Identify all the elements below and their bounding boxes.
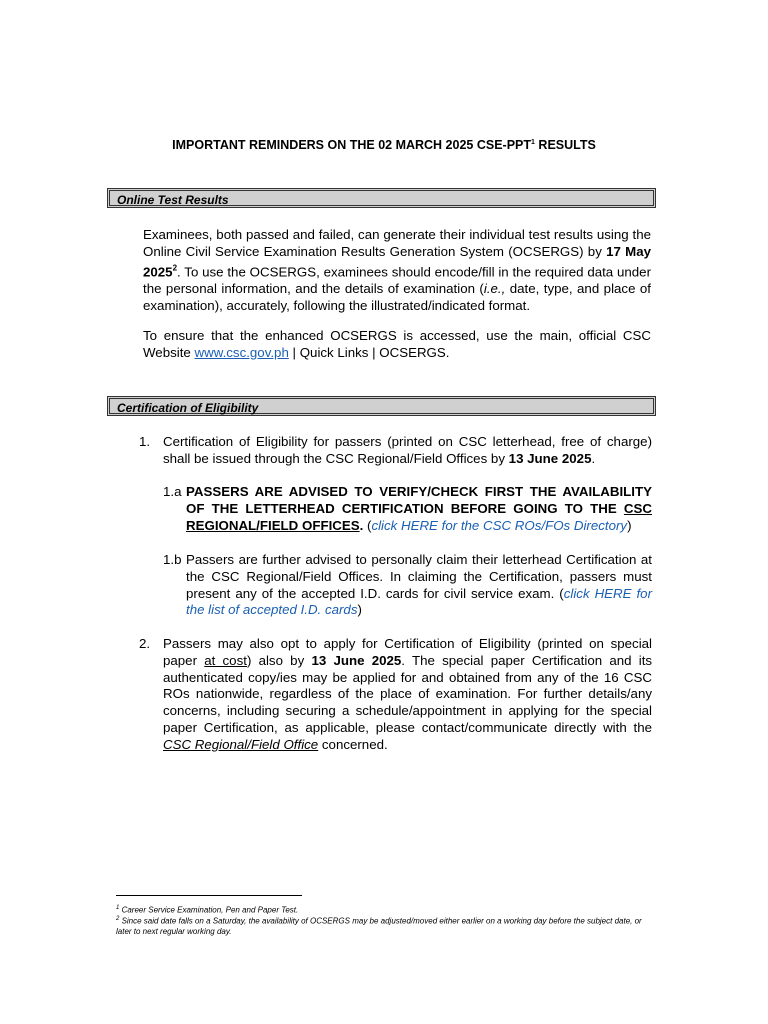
text-run: ) bbox=[627, 517, 632, 533]
text-run: ( bbox=[363, 517, 372, 533]
list-number-1a: 1.a bbox=[163, 484, 182, 499]
text-run-italic: i.e., bbox=[483, 280, 506, 296]
text-run: concerned. bbox=[318, 736, 388, 752]
text-run-underline: at cost bbox=[204, 652, 247, 668]
list-number-2: 2. bbox=[139, 636, 151, 651]
text-run: Passers may also opt to apply for Certification of Eligibility (printed on special paper bbox=[163, 636, 652, 668]
text-run: . bbox=[591, 450, 596, 466]
deadline-date: 13 June 2025 bbox=[508, 450, 592, 466]
list-number-1b: 1.b bbox=[163, 552, 182, 567]
text-run: ) bbox=[357, 602, 362, 618]
section-title-online-results: Online Test Results bbox=[117, 193, 229, 207]
text-run-bold: PASSERS ARE ADVISED TO VERIFY/CHECK FIRST THE AVAILABILITY OF THE LETTERHEAD CERTIFICATION BEFORE GOING TO THE bbox=[186, 484, 652, 516]
footnote-number: 2 bbox=[116, 916, 120, 922]
list-number-1: 1. bbox=[139, 434, 151, 449]
list-item-1 bbox=[163, 434, 652, 468]
online-results-paragraph-1 bbox=[143, 227, 651, 314]
deadline-date: 13 June 2025 bbox=[311, 652, 402, 668]
section-header-online-results bbox=[107, 188, 656, 208]
csc-office-link[interactable]: CSC Regional/Field Office bbox=[163, 736, 319, 752]
online-results-paragraph-2 bbox=[143, 328, 651, 362]
section-header-certification bbox=[107, 396, 656, 416]
title-text: IMPORTANT REMINDERS ON THE 02 MARCH 2025 CSE-PPT bbox=[172, 138, 532, 152]
text-run-bold: . bbox=[359, 517, 364, 533]
footnote-2 bbox=[116, 914, 654, 938]
deadline-date: 17 May 2025 bbox=[143, 243, 651, 280]
list-item-2 bbox=[163, 636, 652, 754]
footnote-ref-2: 2 bbox=[172, 263, 178, 273]
page-title bbox=[110, 138, 658, 152]
footnote-divider bbox=[116, 895, 302, 896]
list-item-1a bbox=[186, 484, 652, 534]
text-run: To ensure that the enhanced OCSERGS is accessed, use the main, official CSC Website bbox=[143, 328, 651, 360]
text-run: date, type, and place of examination), accurately, following the illustrated/indicated format. bbox=[143, 280, 651, 313]
text-run: . To use the OCSERGS, examinees should encode/fill in the required data under the personal information, and the details of examination ( bbox=[143, 264, 651, 296]
text-run: Certification of Eligibility for passers (printed on CSC letterhead, free of charge) shall be issued through the CSC Regional/Field Offices by bbox=[163, 434, 652, 466]
section-title-certification: Certification of Eligibility bbox=[117, 401, 259, 415]
footnote-text: Career Service Examination, Pen and Paper Test. bbox=[119, 905, 299, 915]
text-run: Examinees, both passed and failed, can generate their individual test results using the Online Civil Service Examination Results Generation System (OCSERGS) by bbox=[143, 227, 651, 259]
text-run: ) also by bbox=[246, 652, 312, 668]
text-run: . The special paper Certification and its authenticated copy/ies may be applied for and obtained from any of the 16 CSC ROs nationwide, regardless of the place of examination. For further details/any concerns, including securing a schedule/appointment in applying for the special paper Certification, as applicable, please contact/communicate directly with the bbox=[163, 652, 653, 735]
text-run: | Quick Links | OCSERGS. bbox=[288, 344, 450, 360]
text-run-bold-underline: CSC REGIONAL/FIELD OFFICES bbox=[186, 500, 652, 533]
title-footnote-ref: 1 bbox=[531, 138, 535, 146]
accepted-id-list-link[interactable]: click HERE for the list of accepted I.D. cards bbox=[186, 585, 653, 618]
csc-website-link[interactable]: www.csc.gov.ph bbox=[194, 344, 289, 360]
footnote-text: Since said date falls on a Saturday, the availability of OCSERGS may be adjusted/moved either earlier on a working day before the subject date, or later to next regular working day. bbox=[116, 916, 642, 937]
title-text-end: RESULTS bbox=[534, 138, 596, 152]
text-run: Passers are further advised to personally claim their letterhead Certification at the CSC Regional/Field Offices. In claiming the Certification, passers must present any of the accepted I.D. cards for civil service exam. ( bbox=[186, 552, 652, 601]
list-item-1b bbox=[186, 552, 652, 619]
rofo-directory-link[interactable]: click HERE for the CSC ROs/FOs Directory bbox=[371, 517, 628, 533]
footnote-number: 1 bbox=[116, 905, 120, 911]
